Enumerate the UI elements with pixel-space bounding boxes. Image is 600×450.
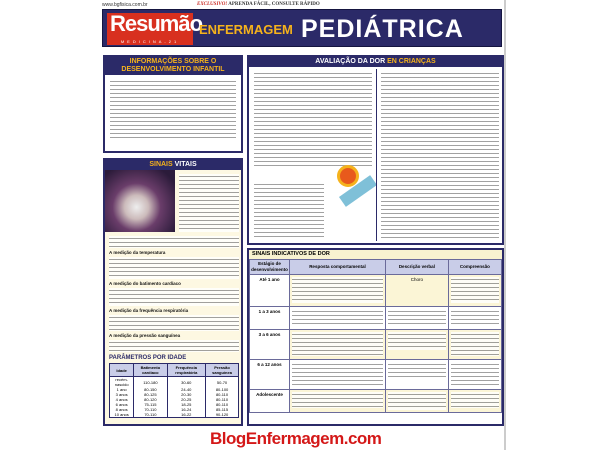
body-text	[254, 182, 324, 237]
table-cell: 24-40	[167, 387, 206, 392]
vital-signs-box	[103, 158, 243, 426]
table-row	[250, 307, 502, 330]
table-row	[110, 377, 239, 388]
table-cell: 18-25	[167, 402, 206, 407]
table-cell: 80-110	[206, 392, 239, 397]
body-text	[109, 340, 239, 352]
table-cell: 50-70	[206, 377, 239, 388]
section-heading: A medição do batimento cardíaco	[109, 281, 181, 286]
slogan: EXCLUSIVO! APRENDA FÁCIL, CONSULTE RÁPIDO	[197, 2, 320, 7]
body-text	[381, 71, 499, 241]
behavior-cell	[290, 307, 386, 330]
body-text	[109, 288, 239, 306]
age-cell: 3 a 6 anos	[250, 330, 290, 360]
table-cell: 10 anos	[110, 412, 134, 418]
watermark: BlogEnfermagem.com	[210, 429, 382, 448]
body-text	[109, 236, 239, 248]
section-heading: A medição da temperatura	[109, 250, 166, 255]
table-cell: 30-60	[167, 377, 206, 388]
table-cell: 20-25	[167, 397, 206, 402]
age-cell: Até 1 ano	[250, 275, 290, 307]
pain-assessment-box	[247, 55, 504, 245]
table-cell: 75-115	[134, 402, 167, 407]
box-title: SINAIS VITAIS	[105, 160, 241, 170]
box-title: AVALIAÇÃO DA DOR EN CRIANÇAS	[249, 57, 502, 67]
box-title: INFORMAÇÕES SOBRE O DESENVOLVIMENTO INFANTIL	[105, 57, 241, 75]
study-sheet	[100, 0, 506, 450]
table-cell: 1 ano	[110, 387, 134, 392]
age-cell: 1 a 3 anos	[250, 307, 290, 330]
table-cell: recém-nascido	[110, 377, 134, 388]
understanding-cell	[448, 360, 501, 390]
table-cell: 80-100	[206, 387, 239, 392]
params-table: Idade Batimento cardíaco Frequência respiratória Pressão sanguínea recém-nascido 110-180 30-60 50-70 1 ano 80-150 24-40 80-100 3 anos 80-125 20-30 80-110 4 anos 80-120 20-25 80-110 6 anos 75-115 18-25 80-110 8 anos 70-110 16-24 85-115 10 anos 70-110 16-22 90-120	[109, 363, 239, 418]
subtitle: ENFERMAGEM	[199, 22, 293, 37]
box-title: SINAIS INDICATIVOS DE DOR	[249, 250, 502, 259]
table-cell: 70-110	[134, 412, 167, 418]
age-cell: 6 a 12 anos	[250, 360, 290, 390]
table-cell: 16-24	[167, 407, 206, 412]
table-cell: 20-30	[167, 392, 206, 397]
pain-signs-table: Estágio de desenvolvimento Resposta comportamental Descrição verbal Compreensão Até 1 ano Choro 1 a 3 anos 3 a 6 anos 6 a 12 anos Adolescente	[249, 259, 502, 413]
table-cell: 80-120	[134, 397, 167, 402]
table-cell: 6 anos	[110, 402, 134, 407]
age-cell: Adolescente	[250, 390, 290, 413]
body-text	[254, 71, 372, 166]
brand-logo: Resumão MEDICINA-21	[107, 13, 193, 45]
pain-signs-box	[247, 248, 504, 426]
understanding-cell	[448, 307, 501, 330]
verbal-cell	[385, 330, 448, 360]
verbal-cell: Choro	[385, 275, 448, 307]
table-cell: 80-110	[206, 402, 239, 407]
section-heading: A medição da pressão sanguínea	[109, 333, 181, 338]
table-cell: 90-120	[206, 412, 239, 418]
body-text	[179, 174, 239, 232]
understanding-cell	[448, 275, 501, 307]
page-title: PEDIÁTRICA	[301, 15, 464, 43]
table-cell: 16-22	[167, 412, 206, 418]
publisher-url: www.bgfisica.com.br	[102, 2, 148, 8]
table-row	[250, 330, 502, 360]
thermometer-image	[105, 170, 175, 232]
verbal-cell	[385, 390, 448, 413]
behavior-cell	[290, 360, 386, 390]
table-cell: 8 anos	[110, 407, 134, 412]
understanding-cell	[448, 390, 501, 413]
table-cell: 4 anos	[110, 397, 134, 402]
section-heading: A medição da frequência respiratória	[109, 308, 189, 313]
understanding-cell	[448, 330, 501, 360]
params-title: PARÂMETROS POR IDADE	[109, 355, 187, 361]
behavior-cell	[290, 330, 386, 360]
body-text	[109, 257, 239, 279]
behavior-cell	[290, 275, 386, 307]
table-row	[110, 412, 239, 418]
title-banner	[102, 9, 502, 47]
table-row	[250, 390, 502, 413]
table-cell: 80-110	[206, 397, 239, 402]
table-cell: 110-180	[134, 377, 167, 388]
table-cell: 70-110	[134, 407, 167, 412]
table-cell: 3 anos	[110, 392, 134, 397]
table-cell: 85-115	[206, 407, 239, 412]
verbal-cell	[385, 307, 448, 330]
behavior-cell	[290, 390, 386, 413]
table-row	[250, 360, 502, 390]
table-cell: 80-150	[134, 387, 167, 392]
body-text	[110, 79, 236, 139]
table-row	[250, 275, 502, 307]
verbal-cell	[385, 360, 448, 390]
body-text	[109, 315, 239, 331]
table-cell: 80-125	[134, 392, 167, 397]
development-info-box	[103, 55, 243, 153]
